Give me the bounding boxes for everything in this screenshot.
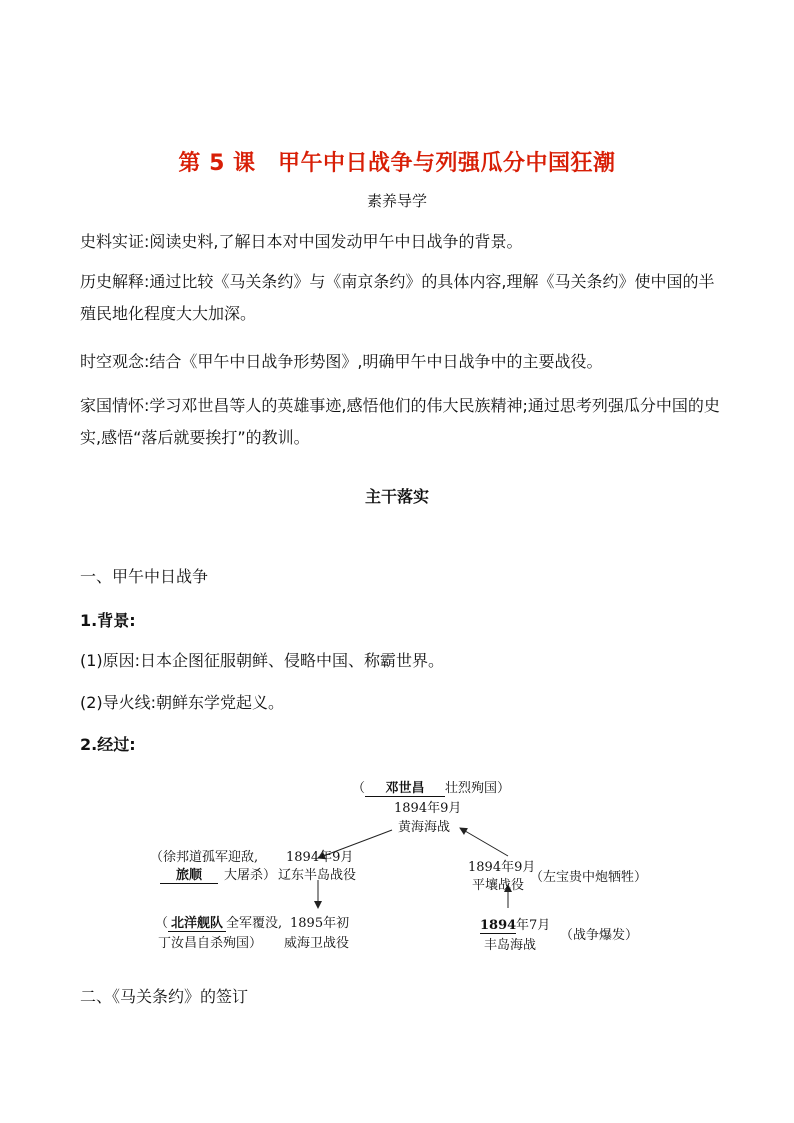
huanghai-date: 1894年9月 (394, 801, 462, 816)
weihaiwei-date: 1895年初 (290, 916, 350, 931)
huanghai-note-rest: 壮烈殉国） (445, 781, 511, 796)
arrow-pingrang-to-huanghai (460, 828, 508, 856)
background-reason: (1)原因:日本企图征服朝鲜、侵略中国、称霸世界。 (80, 651, 445, 670)
part2-heading: 二、《马关条约》的签订 (80, 987, 249, 1006)
paren-open: （ (155, 916, 169, 931)
huanghai-battle-name: 黄海海战 (398, 820, 451, 835)
pingrang-battle-name: 平壤战役 (472, 878, 525, 893)
section-subtitle: 素养导学 (366, 192, 427, 210)
literacy-item: 历史解释:通过比较《马关条约》与《南京条约》的具体内容,理解《马关条约》使中国的半殖民地化程度大大加深。 (80, 272, 715, 323)
part1-heading: 一、甲午中日战争 (80, 567, 209, 586)
fleet-blank: 北洋舰队 (168, 912, 226, 932)
background-trigger: (2)导火线:朝鲜东学党起义。 (80, 693, 285, 712)
weihaiwei-battle-name: 威海卫战役 (284, 936, 350, 951)
background-heading: 1.背景: (80, 611, 136, 630)
lesson-title: 第 5 课 甲午中日战争与列强瓜分中国狂潮 (178, 151, 616, 176)
massacre-place-blank: 旅顺 (160, 864, 218, 884)
liaodong-date: 1894年9月 (286, 850, 354, 865)
literacy-item: 史料实证:阅读史料,了解日本对中国发动甲午中日战争的背景。 (80, 232, 523, 251)
process-heading: 2.经过: (80, 735, 136, 754)
weihaiwei-note-line1 (155, 912, 282, 932)
pingrang-date: 1894年9月 (468, 860, 536, 875)
literacy-item: 家国情怀:学习邓世昌等人的英雄事迹,感悟他们的伟大民族精神;通过思考列强瓜分中国的史实,感悟“落后就要挨打”的教训。 (80, 396, 720, 447)
fengdao-month: 年7月 (516, 918, 551, 933)
weihaiwei-note-rest: 全军覆没, (226, 916, 283, 931)
fengdao-note: （战争爆发） (560, 928, 639, 943)
weihaiwei-note-line2: 丁汝昌自杀殉国） (158, 936, 263, 951)
liaodong-battle-name: 辽东半岛战役 (278, 868, 357, 883)
huanghai-note (352, 777, 510, 797)
liaodong-note-rest: 大屠杀） (224, 868, 277, 883)
hero-blank: 邓世昌 (365, 777, 445, 797)
pingrang-note: （左宝贵中炮牺牲） (530, 870, 648, 885)
liaodong-note-line2 (160, 864, 276, 884)
year-blank: 1894 (480, 918, 517, 933)
literacy-item: 时空观念:结合《甲午中日战争形势图》,明确甲午中日战争中的主要战役。 (80, 352, 603, 371)
liaodong-note-line1: （徐邦道孤军迎敌, (150, 850, 259, 865)
fengdao-date (480, 914, 550, 934)
section-heading-main: 主干落实 (364, 487, 429, 506)
paren-open: （ (352, 781, 366, 796)
fengdao-battle-name: 丰岛海战 (484, 938, 537, 953)
